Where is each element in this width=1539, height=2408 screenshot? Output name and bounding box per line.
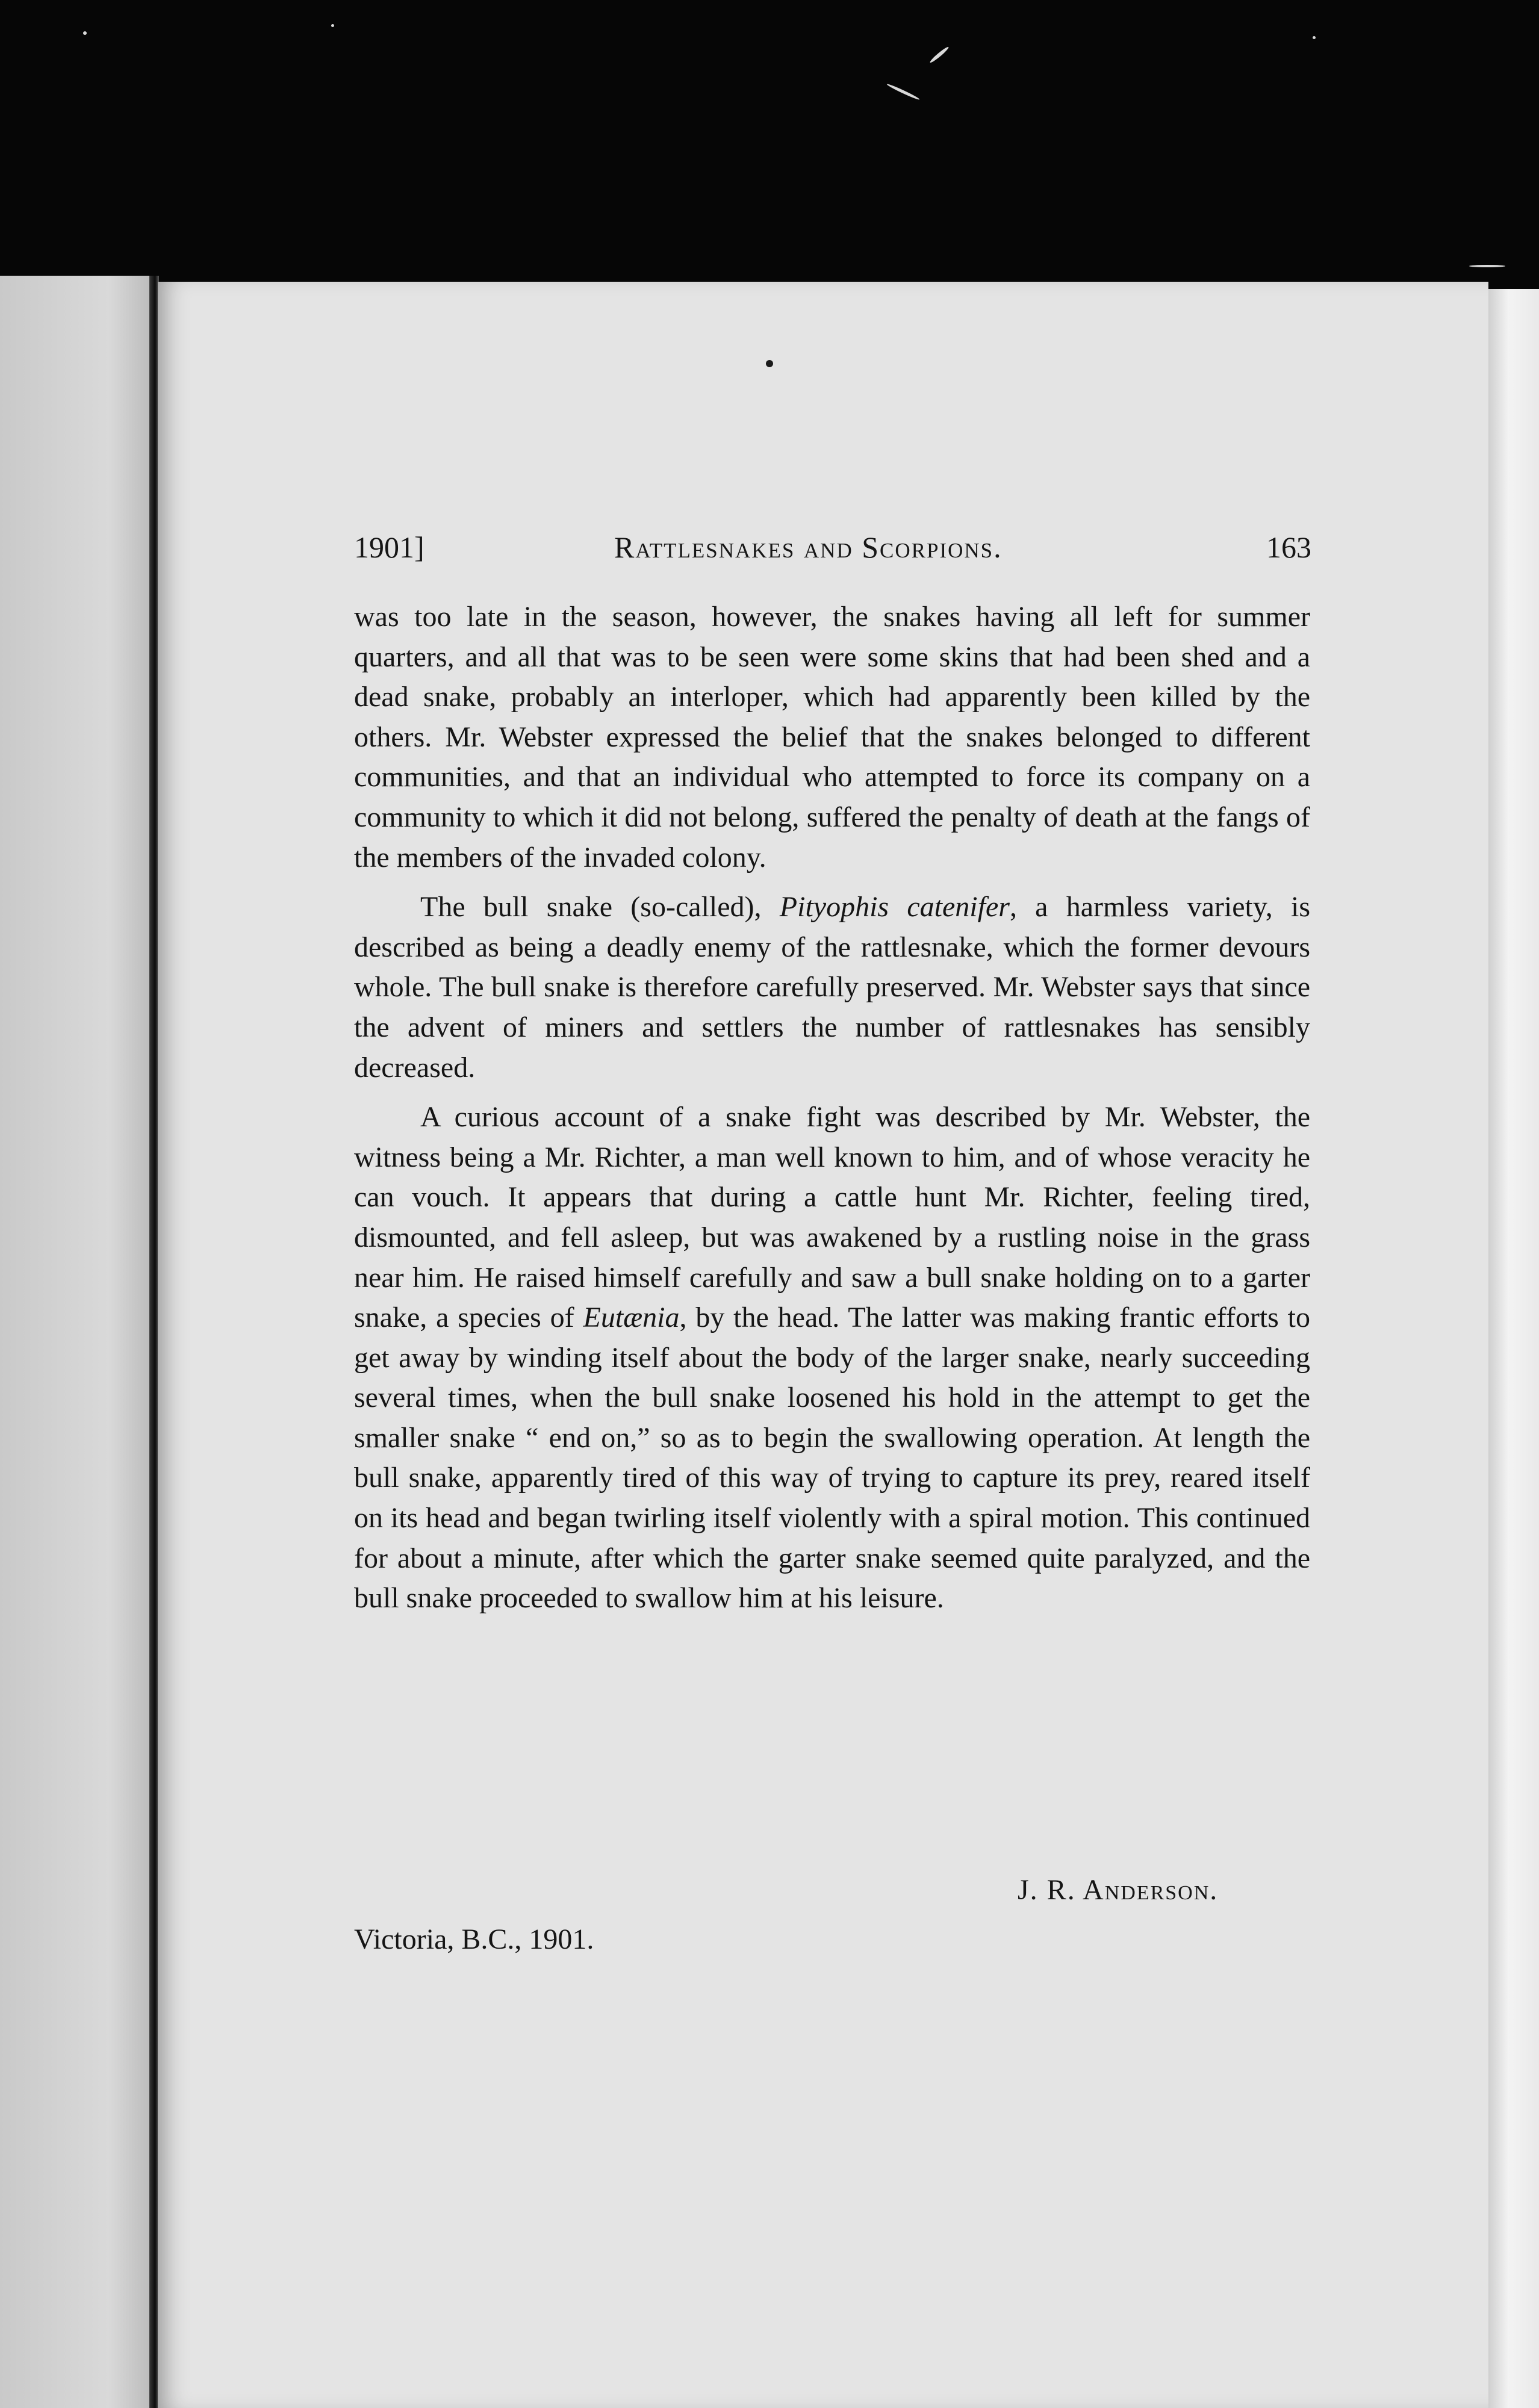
paragraph-2-text-a: The bull snake (so-called), [420, 891, 780, 923]
scan-speck [331, 24, 334, 27]
author-signature: J. R. Anderson. [1018, 1874, 1219, 1906]
scan-speck [83, 31, 87, 35]
page-edge [1488, 289, 1539, 2408]
page-mark [766, 360, 773, 367]
paragraph-3-text-b: , by the head. The latter was making frantic efforts to get away by winding itself about the body of the larger snake, nearly succeeding several times, when the bull snake loosened his hold in the attempt to get the smaller snake “ end on,” so as to begin the swallowing operation. At length the bull snake, apparently tired of this way of trying to capture its prey, reared itself on its head and began twirling itself violently with a spiral motion. This continued for about a minute, after which the garter snake seemed quite paralyzed, and the bull snake proceeded to swallow him at his leisure. [354, 1302, 1311, 1615]
paragraph-3-text-a: A curious account of a snake fight was described by Mr. Webster, the witness being a Mr. Richter, a man well known to him, and of whose veracity he can vouch. It appears that during a cattle hunt Mr. Richter, feeling tired, dismounted, and fell asleep, but was awakened by a rustling noise in the grass near him. He raised himself carefully and saw a bull snake holding on to a garter snake, a species of [354, 1101, 1310, 1334]
paragraph-1-text: was too late in the season, however, the snakes having all left for summer quarters, and all that was to be seen were some skins that had been shed and a dead snake, probably an interloper, which had apparently been killed by the others. Mr. Webster expressed the belief that the snakes belonged to different communities, and that an individual who attempted to force its company on a community to which it did not belong, suffered the penalty of death at the fangs of the members of the invaded colony. [354, 601, 1310, 874]
paragraph-3 [354, 1097, 1310, 1619]
paragraph-1 [354, 597, 1310, 878]
running-head [354, 524, 1311, 572]
left-page-edge [0, 276, 155, 2408]
running-head-title: Rattlesnakes and Scorpions. [614, 530, 1003, 564]
scan-speck [1469, 265, 1505, 267]
species-name-pityophis: Pityophis catenifer [779, 891, 1010, 923]
page-number: 163 [1266, 530, 1311, 564]
paragraph-2-text-b: , a harmless variety, is described as being a deadly enemy of the rattlesnake, which the former devours whole. The bull snake is therefore carefully preserved. Mr. Webster says that since the advent of miners and settlers the number of rattlesnakes has sensibly decreased. [354, 891, 1310, 1084]
dateline: Victoria, B.C., 1901. [354, 1923, 594, 1955]
paragraph-2 [354, 887, 1310, 1088]
scan-speck [886, 83, 920, 101]
scan-speck [1313, 36, 1316, 39]
scan-speck [929, 46, 950, 64]
species-name-eutaenia: Eutænia [583, 1302, 680, 1334]
body-text [354, 597, 1310, 1628]
running-head-year: 1901] [354, 530, 424, 564]
